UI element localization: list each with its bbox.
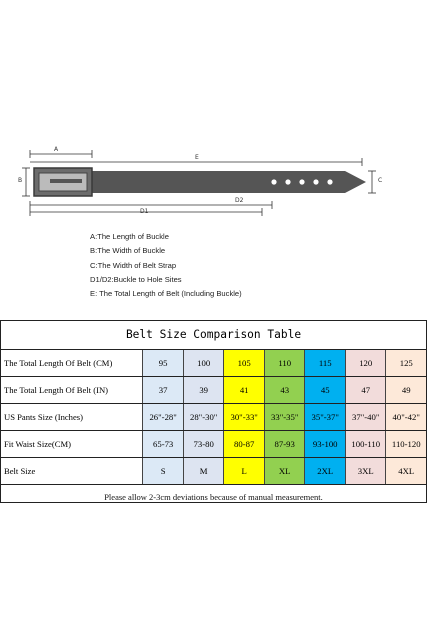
table-cell: 26"-28": [142, 404, 183, 430]
table-cell: 65-73: [142, 431, 183, 457]
table-cell: 41: [223, 377, 264, 403]
table-row: [1, 350, 426, 377]
table-row: [1, 458, 426, 485]
table-cell: 105: [223, 350, 264, 376]
dimension-label-d2: D2: [235, 197, 244, 204]
dimension-label-c: C: [378, 177, 383, 184]
table-body: [1, 350, 426, 485]
table-cell: 115: [304, 350, 345, 376]
table-cell: 37"-40": [345, 404, 386, 430]
dimension-label-d1: D1: [140, 208, 149, 215]
size-comparison-table: [0, 320, 427, 503]
table-cell: 73-80: [183, 431, 224, 457]
table-row: [1, 404, 426, 431]
table-row: [1, 431, 426, 458]
row-header: US Pants Size (Inches): [4, 412, 84, 422]
legend-item-a: A:The Length of Buckle: [90, 232, 169, 241]
row-header: Belt Size: [4, 466, 36, 476]
table-cell: 100: [183, 350, 224, 376]
table-cell: 120: [345, 350, 386, 376]
table-cell: 87-93: [264, 431, 305, 457]
table-cell: 80-87: [223, 431, 264, 457]
table-cell: 3XL: [345, 458, 386, 484]
row-header: The Total Length Of Belt (CM): [4, 358, 113, 368]
belt-drawing: [0, 130, 427, 230]
table-cell: 37: [142, 377, 183, 403]
table-cell: 49: [385, 377, 426, 403]
table-cell: 95: [142, 350, 183, 376]
belt-hole: [271, 179, 276, 184]
row-header: The Total Length Of Belt (IN): [4, 385, 109, 395]
dimension-label-b: B: [18, 177, 23, 184]
table-cell: 30"-33": [223, 404, 264, 430]
table-cell: 35"-37": [304, 404, 345, 430]
table-cell: 47: [345, 377, 386, 403]
dimension-label-e: E: [195, 154, 199, 161]
belt-hole: [327, 179, 332, 184]
dimension-legend: [90, 230, 242, 301]
belt-hole: [313, 179, 318, 184]
table-cell: 100-110: [345, 431, 386, 457]
table-cell: 2XL: [304, 458, 345, 484]
belt-strap: [90, 171, 366, 193]
table-cell: 33"-35": [264, 404, 305, 430]
table-cell: XL: [264, 458, 305, 484]
measurement-note: Please allow 2-3cm deviations because of manual measurement.: [104, 492, 323, 502]
legend-item-c: C:The Width of Belt Strap: [90, 260, 177, 270]
table-row: [1, 377, 426, 404]
table-cell: M: [183, 458, 224, 484]
table-title: Belt Size Comparison Table: [1, 321, 426, 350]
table-cell: 43: [264, 377, 305, 403]
table-cell: 45: [304, 377, 345, 403]
table-cell: 110: [264, 350, 305, 376]
legend-item-b: B:The Width of Buckle: [90, 246, 166, 256]
row-header: Fit Waist Size(CM): [4, 439, 71, 449]
dimension-label-a: A: [54, 146, 59, 153]
table-cell: 110-120: [385, 431, 426, 457]
table-cell: 40"-42": [385, 404, 426, 430]
legend-item-e: E: The Total Length of Belt (Including Buckle): [90, 289, 242, 299]
table-cell: 4XL: [385, 458, 426, 484]
table-cell: L: [223, 458, 264, 484]
table-cell: 39: [183, 377, 224, 403]
table-cell: 28"-30": [183, 404, 224, 430]
legend-item-d: D1/D2:Buckle to Hole Sites: [90, 274, 182, 284]
belt-hole: [285, 179, 290, 184]
table-cell: 125: [385, 350, 426, 376]
table-cell: S: [142, 458, 183, 484]
table-cell: 93-100: [304, 431, 345, 457]
belt-hole: [299, 179, 304, 184]
